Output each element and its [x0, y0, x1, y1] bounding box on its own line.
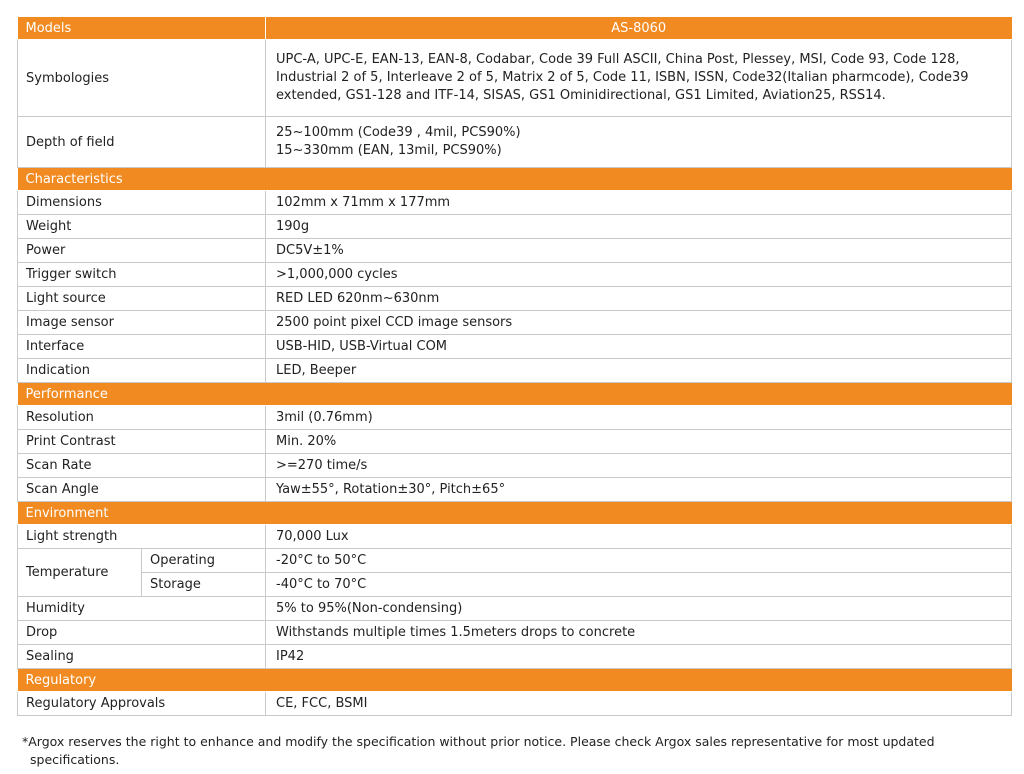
spec-label: Indication — [18, 359, 266, 383]
spec-row — [18, 692, 1012, 716]
section-header-characteristics — [18, 168, 1012, 191]
spec-value: Withstands multiple times 1.5meters drops to concrete — [266, 621, 1012, 645]
symbologies-line: extended, GS1-128 and ITF-14, SISAS, GS1 Ominidirectional, GS1 Limited, Aviation25, RSS14. — [276, 88, 886, 103]
spec-label: Image sensor — [18, 311, 266, 335]
spec-label: Resolution — [18, 406, 266, 430]
spec-value: 70,000 Lux — [266, 525, 1012, 549]
spec-row — [18, 621, 1012, 645]
spec-value: IP42 — [266, 645, 1012, 669]
spec-label: Humidity — [18, 597, 266, 621]
spec-value: USB-HID, USB-Virtual COM — [266, 335, 1012, 359]
spec-value: DC5V±1% — [266, 239, 1012, 263]
spec-value: Yaw±55°, Rotation±30°, Pitch±65° — [266, 478, 1012, 502]
depth-of-field-line: 15~330mm (EAN, 13mil, PCS90%) — [276, 143, 502, 158]
spec-value: 2500 point pixel CCD image sensors — [266, 311, 1012, 335]
spec-value: LED, Beeper — [266, 359, 1012, 383]
spec-value: 190g — [266, 215, 1012, 239]
footnote-line: *Argox reserves the right to enhance and modify the specification without prior notice. Please check Argox sales representative for most updated — [22, 734, 935, 749]
spec-row — [18, 311, 1012, 335]
spec-label: Trigger switch — [18, 263, 266, 287]
section-title: Performance — [18, 383, 1012, 406]
storage-value: -40°C to 70°C — [266, 573, 1012, 597]
spec-row — [18, 263, 1012, 287]
symbologies-line: Industrial 2 of 5, Interleave 2 of 5, Matrix 2 of 5, Code 11, ISBN, ISSN, Code32(Italian pharmcode), Code39 — [276, 70, 969, 85]
spec-label: Weight — [18, 215, 266, 239]
spec-row — [18, 191, 1012, 215]
models-label: Models — [18, 17, 266, 40]
spec-row — [18, 645, 1012, 669]
spec-row — [18, 525, 1012, 549]
depth-of-field-label: Depth of field — [18, 117, 266, 168]
temperature-label: Temperature — [18, 549, 142, 597]
spec-row — [18, 335, 1012, 359]
spec-row — [18, 287, 1012, 311]
section-header-performance — [18, 383, 1012, 406]
models-header-row — [18, 17, 1012, 40]
section-title: Environment — [18, 502, 1012, 525]
operating-value: -20°C to 50°C — [266, 549, 1012, 573]
spec-row — [18, 454, 1012, 478]
symbologies-row — [18, 40, 1012, 117]
spec-value: 5% to 95%(Non-condensing) — [266, 597, 1012, 621]
spec-row — [18, 239, 1012, 263]
spec-table — [17, 16, 1012, 716]
spec-value: 102mm x 71mm x 177mm — [266, 191, 1012, 215]
spec-value: 3mil (0.76mm) — [266, 406, 1012, 430]
spec-label: Light source — [18, 287, 266, 311]
spec-value: >=270 time/s — [266, 454, 1012, 478]
symbologies-label: Symbologies — [18, 40, 266, 117]
depth-of-field-row — [18, 117, 1012, 168]
spec-label: Scan Angle — [18, 478, 266, 502]
spec-row — [18, 359, 1012, 383]
section-header-regulatory — [18, 669, 1012, 692]
spec-label: Light strength — [18, 525, 266, 549]
spec-label: Sealing — [18, 645, 266, 669]
spec-label: Interface — [18, 335, 266, 359]
storage-label: Storage — [142, 573, 266, 597]
symbologies-line: UPC-A, UPC-E, EAN-13, EAN-8, Codabar, Code 39 Full ASCII, China Post, Plessey, MSI, Code 93, Code 128, — [276, 52, 960, 67]
spec-row — [18, 597, 1012, 621]
spec-row — [18, 478, 1012, 502]
operating-label: Operating — [142, 549, 266, 573]
spec-label: Regulatory Approvals — [18, 692, 266, 716]
spec-row — [18, 430, 1012, 454]
section-title: Characteristics — [18, 168, 1012, 191]
spec-value: RED LED 620nm~630nm — [266, 287, 1012, 311]
spec-value: >1,000,000 cycles — [266, 263, 1012, 287]
section-title: Regulatory — [18, 669, 1012, 692]
spec-label: Print Contrast — [18, 430, 266, 454]
spec-label: Drop — [18, 621, 266, 645]
spec-label: Dimensions — [18, 191, 266, 215]
temperature-storage-row — [18, 573, 1012, 597]
spec-value: Min. 20% — [266, 430, 1012, 454]
symbologies-value — [266, 40, 1012, 117]
footnote — [22, 733, 1002, 769]
spec-row — [18, 406, 1012, 430]
model-name: AS-8060 — [266, 17, 1012, 40]
temperature-operating-row — [18, 549, 1012, 573]
spec-value: CE, FCC, BSMI — [266, 692, 1012, 716]
spec-label: Power — [18, 239, 266, 263]
spec-label: Scan Rate — [18, 454, 266, 478]
footnote-line: specifications. — [30, 752, 120, 767]
section-header-environment — [18, 502, 1012, 525]
spec-row — [18, 215, 1012, 239]
depth-of-field-line: 25~100mm (Code39 , 4mil, PCS90%) — [276, 125, 521, 140]
depth-of-field-value — [266, 117, 1012, 168]
